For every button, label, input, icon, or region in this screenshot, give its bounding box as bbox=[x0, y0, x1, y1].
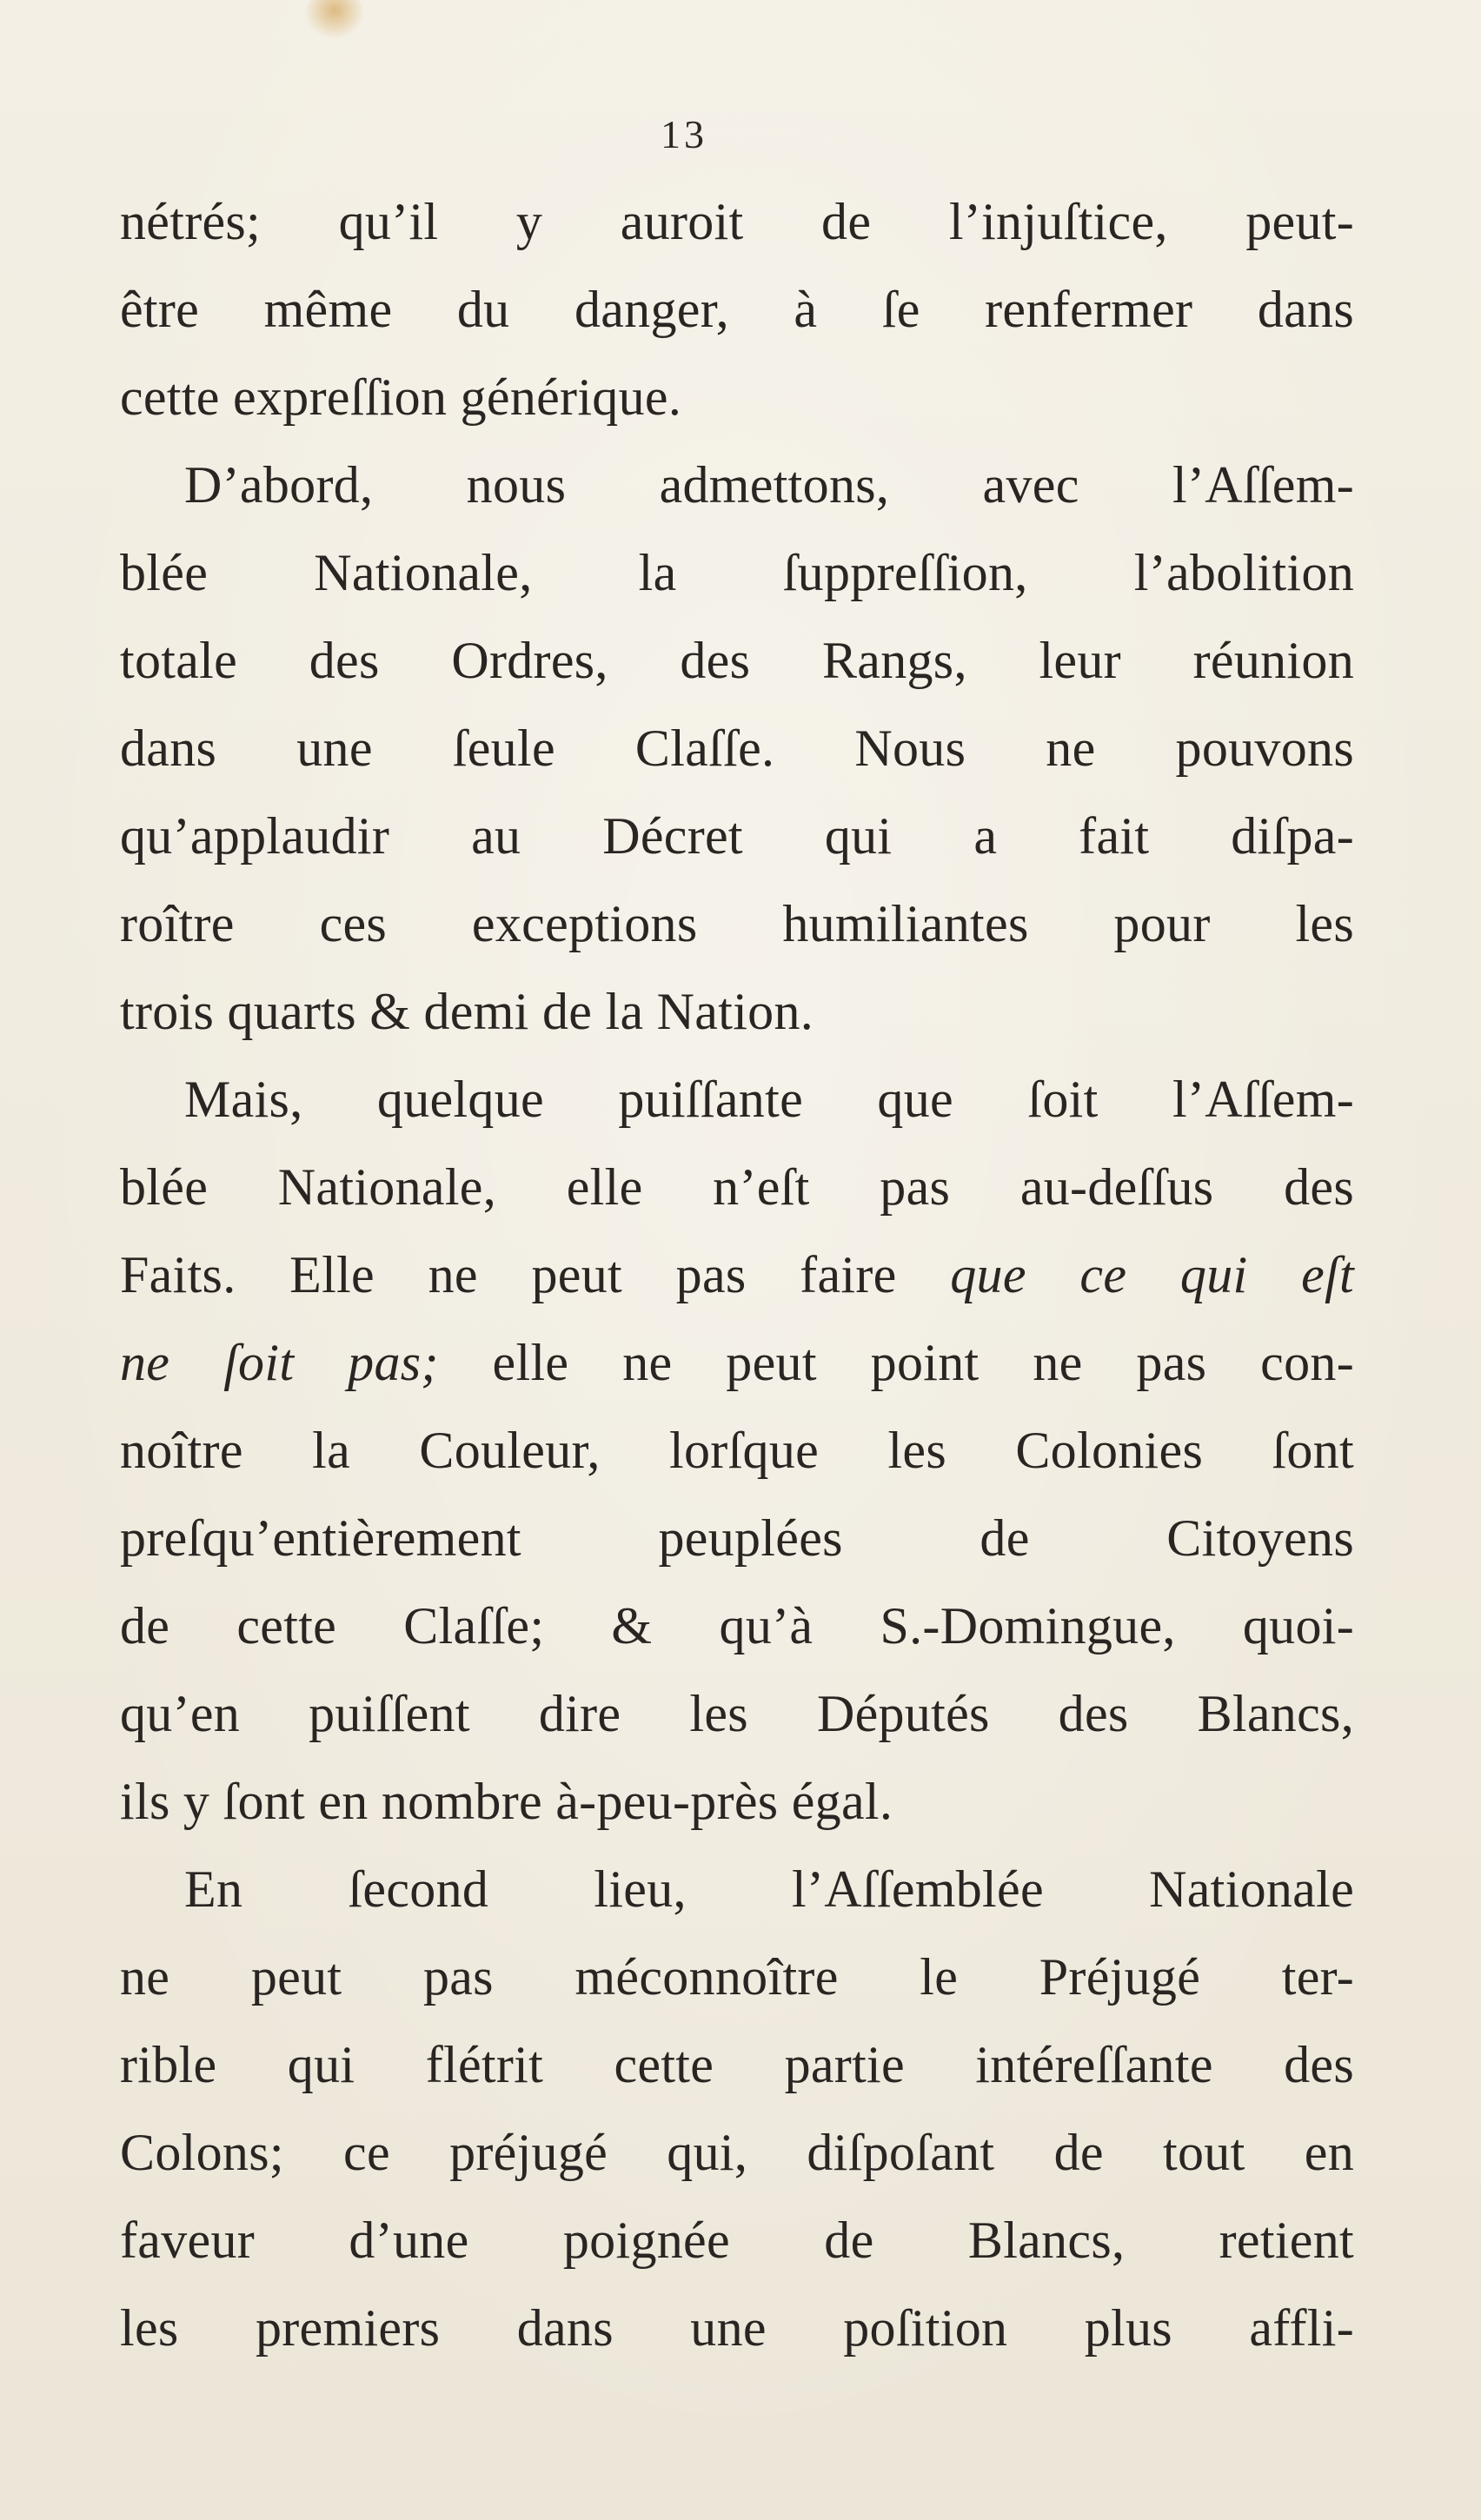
text-segment: blée Nationale, elle n’eſt pas au-deſſus des bbox=[120, 1158, 1354, 1216]
text-line bbox=[120, 1582, 1354, 1670]
text-line bbox=[120, 1933, 1354, 2021]
page-body-text bbox=[120, 178, 1354, 2372]
text-line bbox=[120, 2197, 1354, 2285]
text-line bbox=[120, 1319, 1354, 1407]
text-segment: Mais, quelque puiſſante que ſoit l’Aſſem- bbox=[184, 1071, 1354, 1128]
text-line bbox=[120, 705, 1354, 792]
text-line bbox=[120, 2285, 1354, 2372]
paper-stain bbox=[304, 0, 365, 39]
italic-segment: ne ſoit pas; bbox=[120, 1334, 439, 1391]
text-segment: faveur d’une poignée de Blancs, retient bbox=[120, 2212, 1354, 2269]
text-segment: Colons; ce préjugé qui, diſpoſant de tout en bbox=[120, 2124, 1354, 2181]
text-line bbox=[120, 354, 1354, 441]
text-segment: noître la Couleur, lorſque les Colonies ſont bbox=[120, 1422, 1354, 1479]
text-line bbox=[120, 792, 1354, 880]
text-segment: nétrés; qu’il y auroit de l’injuſtice, peut- bbox=[120, 193, 1354, 250]
text-line bbox=[120, 2109, 1354, 2197]
text-line bbox=[120, 617, 1354, 705]
text-segment: totale des Ordres, des Rangs, leur réunion bbox=[120, 632, 1354, 689]
text-segment: être même du danger, à ſe renfermer dans bbox=[120, 281, 1354, 338]
text-line bbox=[120, 880, 1354, 968]
text-line bbox=[120, 266, 1354, 354]
text-segment: qu’applaudir au Décret qui a fait diſpa- bbox=[120, 807, 1354, 865]
text-line bbox=[120, 1670, 1354, 1758]
text-segment: ne peut pas méconnoître le Préjugé ter- bbox=[120, 1948, 1354, 2006]
text-line bbox=[120, 1231, 1354, 1319]
paragraph-start-line bbox=[120, 441, 1354, 529]
text-line bbox=[120, 1144, 1354, 1231]
paragraph-start-line bbox=[120, 1846, 1354, 1933]
text-segment: roître ces exceptions humiliantes pour les bbox=[120, 895, 1354, 952]
text-segment: de cette Claſſe; & qu’à S.-Domingue, quoi- bbox=[120, 1597, 1354, 1655]
text-segment: qu’en puiſſent dire les Députés des Blancs, bbox=[120, 1685, 1354, 1742]
paragraph-start-line bbox=[120, 1056, 1354, 1144]
text-segment: En ſecond lieu, l’Aſſemblée Nationale bbox=[184, 1860, 1354, 1918]
text-line bbox=[120, 178, 1354, 266]
text-segment: blée Nationale, la ſuppreſſion, l’abolition bbox=[120, 544, 1354, 601]
text-segment: rible qui flétrit cette partie intéreſſante des bbox=[120, 2036, 1354, 2093]
text-line bbox=[120, 1407, 1354, 1495]
text-line bbox=[120, 1495, 1354, 1582]
text-line bbox=[120, 2021, 1354, 2109]
text-line bbox=[120, 1758, 1354, 1846]
text-segment: trois quarts & demi de la Nation. bbox=[120, 983, 814, 1040]
page-number: 13 bbox=[661, 112, 707, 156]
text-segment: les premiers dans une poſition plus affli- bbox=[120, 2299, 1354, 2357]
text-segment: Faits. Elle ne peut pas faire bbox=[120, 1246, 951, 1303]
text-line bbox=[120, 529, 1354, 617]
text-line bbox=[120, 968, 1354, 1056]
text-segment: elle ne peut point ne pas con- bbox=[438, 1334, 1354, 1391]
text-segment: ils y ſont en nombre à-peu-près égal. bbox=[120, 1773, 893, 1830]
text-segment: D’abord, nous admettons, avec l’Aſſem- bbox=[184, 456, 1354, 514]
italic-segment: que ce qui eſt bbox=[950, 1246, 1354, 1303]
text-segment: cette expreſſion générique. bbox=[120, 368, 682, 426]
text-segment: preſqu’entièrement peuplées de Citoyens bbox=[120, 1509, 1354, 1567]
text-segment: dans une ſeule Claſſe. Nous ne pouvons bbox=[120, 720, 1354, 777]
